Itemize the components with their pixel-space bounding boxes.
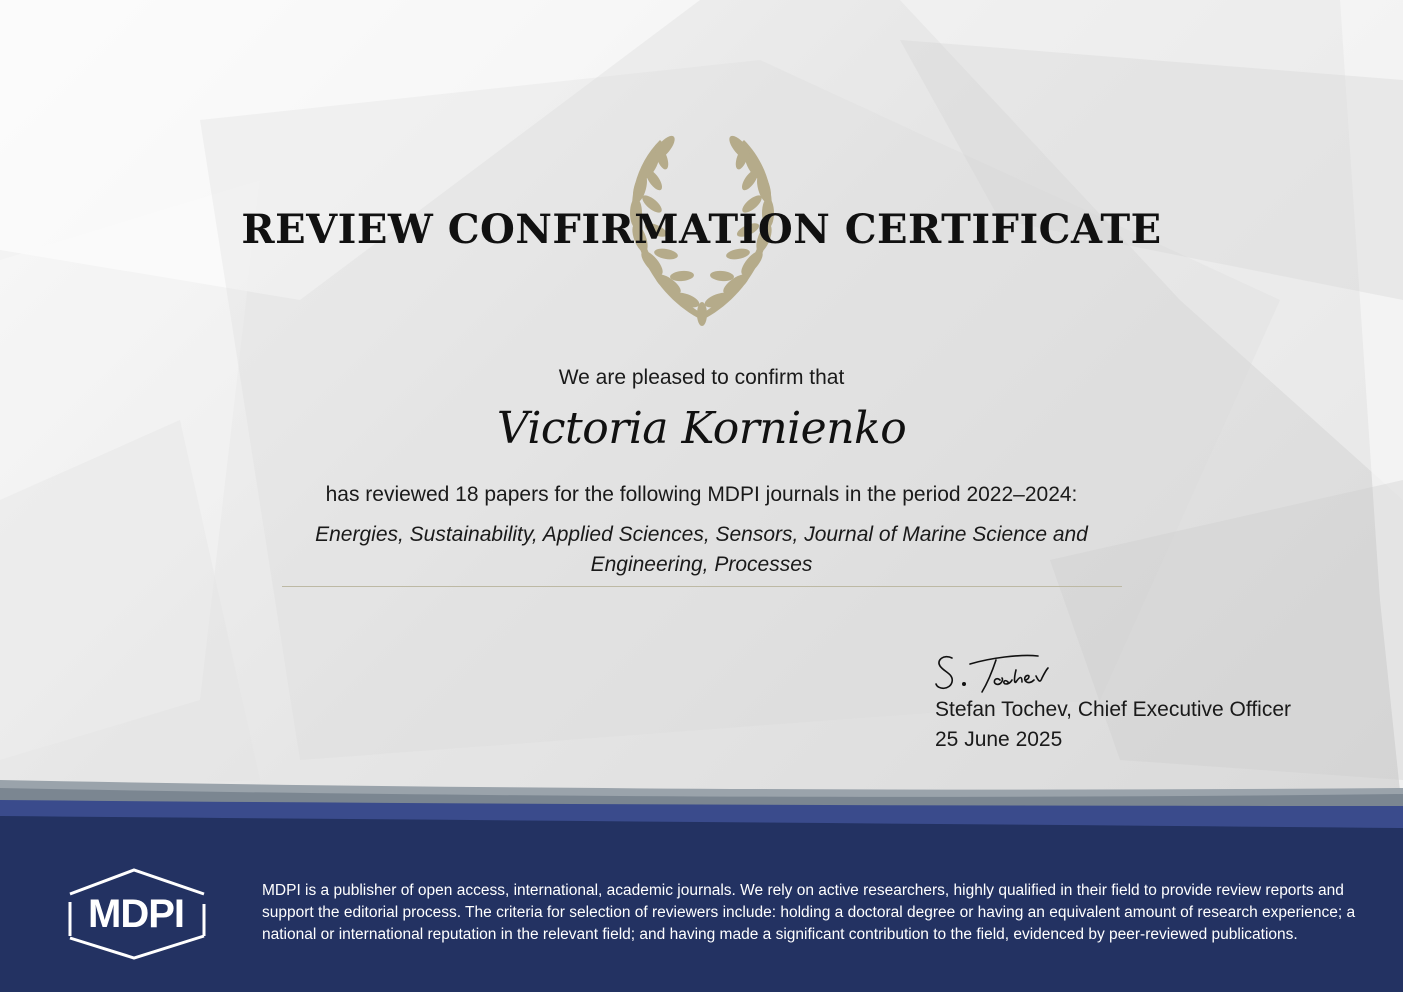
review-statement: has reviewed 18 papers for the following MDPI journals in the period 2022–2024: xyxy=(325,483,1078,506)
footer-description: MDPI is a publisher of open access, international, academic journals. We rely on active researchers, highly qualified in their field to provide review reports and support the editorial process. The criteria for selection of reviewers include: holding a doctoral degree or having an equivalent amount of research experience; a national or international reputation in the relevant field; and having made a significant contribution to the field, evidenced by peer-reviewed publications. xyxy=(262,882,1356,943)
issue-date: 25 June 2025 xyxy=(935,728,1063,751)
certificate-title: REVIEW CONFIRMATION CERTIFICATE xyxy=(241,206,1162,253)
mdpi-logo-text: MDPI xyxy=(88,892,184,936)
signature-image xyxy=(930,646,1070,696)
journal-list: Energies, Sustainability, Applied Sciences, Sensors, Journal of Marine Science and Engineering, Processes xyxy=(315,523,1088,576)
recipient-name: Victoria Kornienko xyxy=(496,403,907,454)
divider xyxy=(282,586,1122,587)
signer-name: Stefan Tochev, Chief Executive Officer xyxy=(935,698,1292,721)
intro-text: We are pleased to confirm that xyxy=(558,366,845,389)
